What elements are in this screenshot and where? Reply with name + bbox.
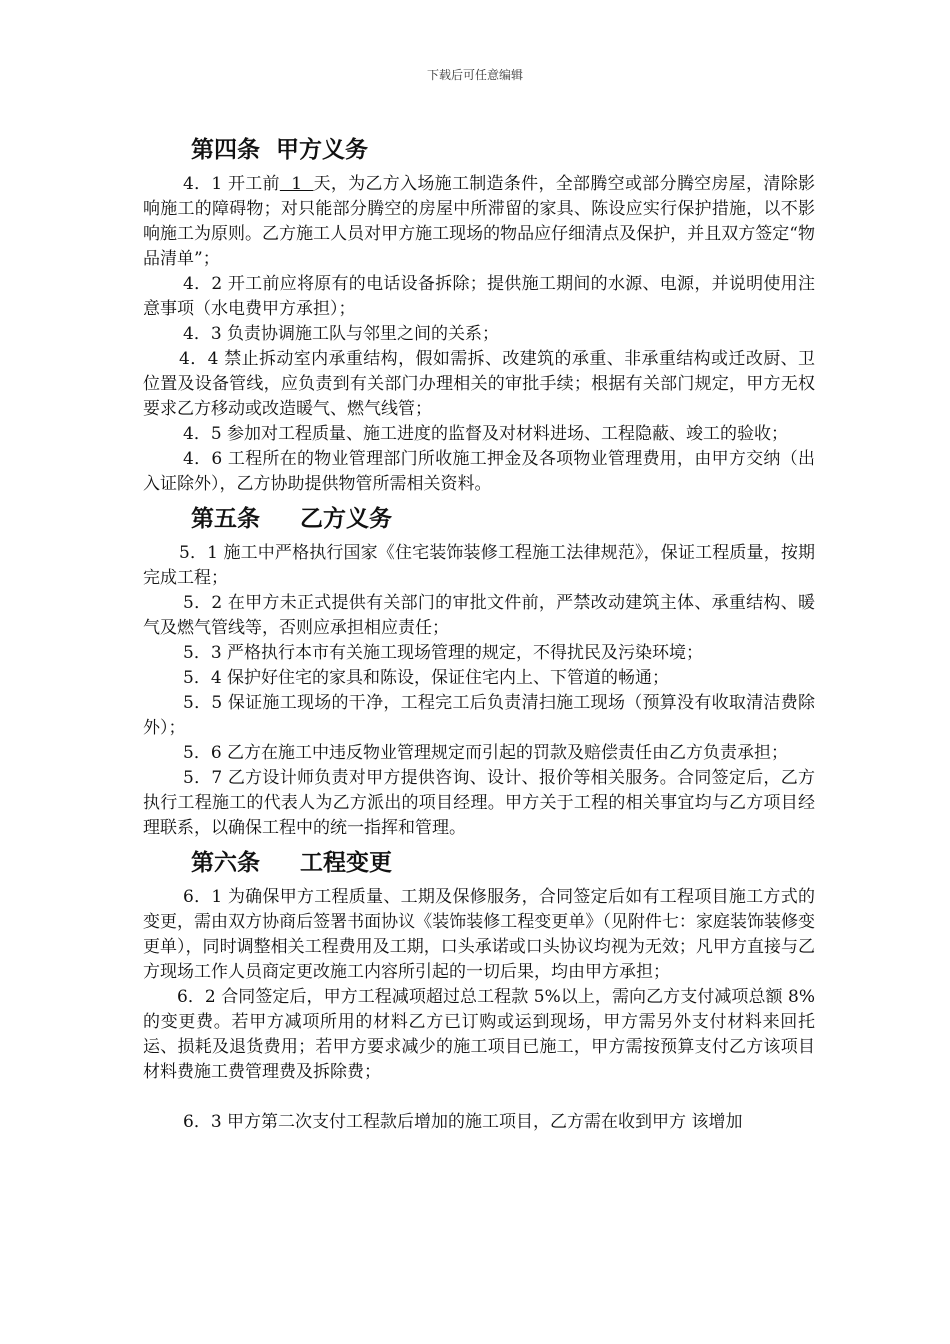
blank-line bbox=[143, 1085, 815, 1110]
clause-5-7: 5．7 乙方设计师负责对甲方提供咨询、设计、报价等相关服务。合同签定后，乙方执行工程施工的代表人为乙方派出的项目经理。甲方关于工程的相关事宜均与乙方项目经理联系，以确保工程中的统一指挥和管理。 bbox=[143, 768, 815, 838]
clause-6-2: 6．2 合同签定后，甲方工程减项超过总工程款 5%以上，需向乙方支付减项总额 8%的变更费。若甲方减项所用的材料乙方已订购或运到现场，甲方需另外支付材料来回托运、损耗及退货费用；若甲方要求减少的施工项目已施工，甲方需按预算支付乙方该项目材料费施工费管理费及拆除费； bbox=[143, 987, 815, 1082]
clause-5-6: 5．6 乙方在施工中违反物业管理规定而引起的罚款及赔偿责任由乙方负责承担； bbox=[183, 743, 789, 763]
clause-5-5: 5．5 保证施工现场的干净，工程完工后负责清扫施工现场（预算没有收取清洁费除外）； bbox=[143, 693, 815, 738]
section-title-6: 第六条 工程变更 bbox=[191, 850, 393, 876]
section-title-5: 第五条 乙方义务 bbox=[191, 506, 393, 532]
clause-4-5: 4．5 参加对工程质量、施工进度的监督及对材料进场、工程隐蔽、竣工的验收； bbox=[183, 424, 789, 444]
clause-5-2: 5．2 在甲方未正式提供有关部门的审批文件前，严禁改动建筑主体、承重结构、暖气及燃气管线等，否则应承担相应责任； bbox=[143, 593, 815, 638]
clause-5-4: 5．4 保护好住宅的家具和陈设，保证住宅内上、下管道的畅通； bbox=[183, 668, 670, 688]
clause-4-2: 4．2 开工前应将原有的电话设备拆除；提供施工期间的水源、电源，并说明使用注意事项（水电费甲方承担）； bbox=[143, 274, 815, 319]
clause-5-3: 5．3 严格执行本市有关施工现场管理的规定，不得扰民及污染环境； bbox=[183, 643, 704, 663]
document-body bbox=[143, 128, 815, 1135]
clause-6-1: 6．1 为确保甲方工程质量、工期及保修服务，合同签定后如有工程项目施工方式的变更，需由双方协商后签署书面协议《装饰装修工程变更单》（见附件七：家庭装饰装修变更单），同时调整相关工程费用及工期，口头承诺或口头协议均视为无效；凡甲方直接与乙方现场工作人员商定更改施工内容所引起的一切后果，均由甲方承担； bbox=[143, 887, 815, 982]
clause-4-6: 4．6 工程所在的物业管理部门所收施工押金及各项物业管理费用，由甲方交纳（出入证除外），乙方协助提供物管所需相关资料。 bbox=[143, 449, 815, 494]
page-header: 下载后可任意编辑 bbox=[426, 68, 523, 82]
section-title-4: 第四条 甲方义务 bbox=[191, 137, 369, 163]
clause-4-4: 4．4 禁止拆动室内承重结构，假如需拆、改建筑的承重、非承重结构或迁改厨、卫位置及设备管线，应负责到有关部门办理相关的审批手续；根据有关部门规定，甲方无权要求乙方移动或改造暖气、燃气线管； bbox=[143, 349, 815, 419]
clause-6-3: 6．3 甲方第二次支付工程款后增加的施工项目，乙方需在收到甲方 该增加 bbox=[183, 1112, 743, 1132]
clause-5-1: 5．1 施工中严格执行国家《住宅装饰装修工程施工法律规范》，保证工程质量，按期完成工程； bbox=[143, 543, 815, 588]
clause-4-3: 4．3 负责协调施工队与邻里之间的关系； bbox=[183, 324, 500, 344]
clause-4-1: 4．1 开工前 1 天，为乙方入场施工制造条件，全部腾空或部分腾空房屋，清除影响施工的障碍物；对只能部分腾空的房屋中所滞留的家具、陈设应实行保护措施，以不影响施工为原则。乙方施工人员对甲方施工现场的物品应仔细清点及保护，并且双方签定“物品清单”； bbox=[143, 174, 815, 269]
blank-days: 1 bbox=[279, 174, 314, 194]
